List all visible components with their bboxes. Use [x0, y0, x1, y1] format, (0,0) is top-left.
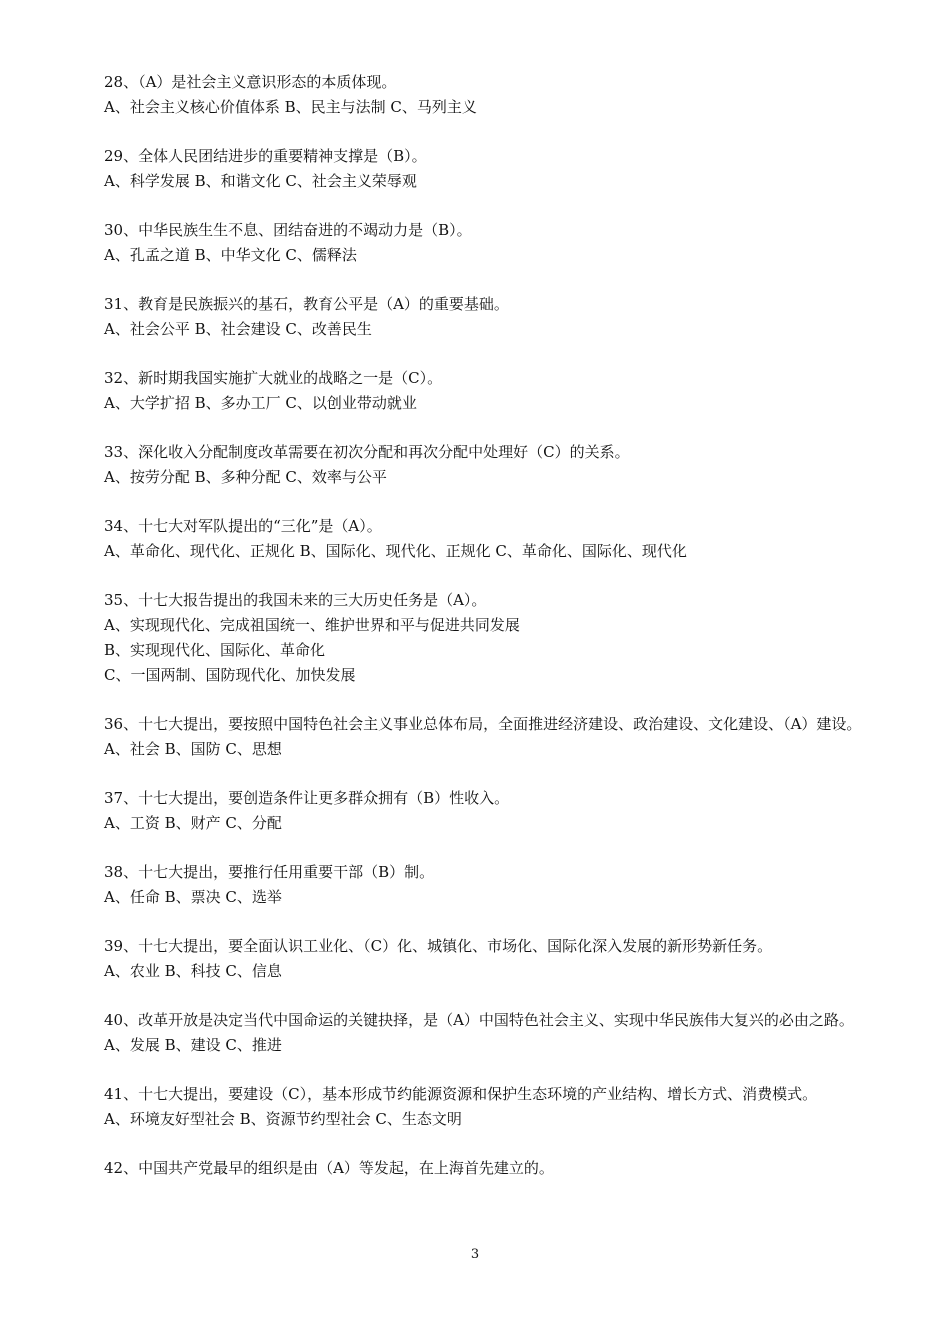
question-options: A、环境友好型社会 B、资源节约型社会 C、生态文明 [104, 1110, 462, 1128]
question-32 [74, 366, 880, 416]
question-options: A、社会公平 B、社会建设 C、改善民生 [104, 320, 372, 338]
question-options: A、孔孟之道 B、中华文化 C、儒释法 [104, 246, 357, 264]
question-37 [74, 786, 880, 836]
question-stem: 37、十七大提出，要创造条件让更多群众拥有（B）性收入。 [104, 789, 510, 807]
question-options: A、社会 B、国防 C、思想 [104, 740, 282, 758]
question-stem: 35、十七大报告提出的我国未来的三大历史任务是（A）。 [104, 591, 487, 609]
question-stem: 32、新时期我国实施扩大就业的战略之一是（C）。 [104, 369, 443, 387]
question-options: A、农业 B、科技 C、信息 [104, 962, 282, 980]
question-41 [74, 1082, 880, 1132]
question-stem: 29、全体人民团结进步的重要精神支撑是（B）。 [104, 147, 427, 165]
question-35 [74, 588, 880, 688]
question-stem: 39、十七大提出，要全面认识工业化、（C）化、城镇化、市场化、国际化深入发展的新形势新任务。 [104, 937, 773, 955]
question-36 [74, 712, 880, 762]
question-38 [74, 860, 880, 910]
question-options: A、按劳分配 B、多种分配 C、效率与公平 [104, 468, 387, 486]
question-29 [74, 144, 880, 194]
question-stem [74, 712, 880, 737]
question-options: A、社会主义核心价值体系 B、民主与法制 C、马列主义 [104, 98, 477, 116]
question-stem: 30、中华民族生生不息、团结奋进的不竭动力是（B）。 [104, 221, 472, 239]
question-stem: 33、深化收入分配制度改革需要在初次分配和再次分配中处理好（C）的关系。 [104, 443, 630, 461]
question-40 [74, 1008, 880, 1058]
question-stem: 34、十七大对军队提出的“三化”是（A）。 [104, 517, 382, 535]
question-30 [74, 218, 880, 268]
question-options: A、科学发展 B、和谐文化 C、社会主义荣辱观 [104, 172, 417, 190]
question-stem: 41、十七大提出，要建设（C），基本形成节约能源资源和保护生态环境的产业结构、增长方式、消费模式。 [104, 1085, 818, 1103]
page-number: 3 [470, 1247, 480, 1262]
question-options: A、革命化、现代化、正规化 B、国际化、现代化、正规化 C、革命化、国际化、现代化 [104, 542, 687, 560]
question-stem-text: 36、十七大提出，要按照中国特色社会主义事业总体布局，全面推进经济建设、政治建设、文化建设、（A）建设。 [104, 715, 862, 733]
question-31 [74, 292, 880, 342]
question-34 [74, 514, 880, 564]
question-stem-text: 40、改革开放是决定当代中国命运的关键抉择，是（A）中国特色社会主义、实现中华民族伟大复兴的必由之路。 [104, 1011, 854, 1029]
question-stem: 28、（A）是社会主义意识形态的本质体现。 [104, 73, 397, 91]
question-stem: 42、中国共产党最早的组织是由（A）等发起，在上海首先建立的。 [104, 1159, 554, 1177]
question-options: A、发展 B、建设 C、推进 [104, 1036, 282, 1054]
question-39 [74, 934, 880, 984]
question-42 [74, 1156, 880, 1181]
question-stem: 38、十七大提出，要推行任用重要干部（B）制。 [104, 863, 435, 881]
document-body [74, 70, 880, 1205]
question-option-c: C、一国两制、国防现代化、加快发展 [104, 666, 356, 684]
question-options: A、任命 B、票决 C、选举 [104, 888, 282, 906]
question-28 [74, 70, 880, 120]
question-options: A、大学扩招 B、多办工厂 C、以创业带动就业 [104, 394, 417, 412]
question-option-a: A、实现现代化、完成祖国统一、维护世界和平与促进共同发展 [104, 616, 520, 634]
question-33 [74, 440, 880, 490]
question-option-b: B、实现现代化、国际化、革命化 [104, 641, 326, 659]
question-stem [74, 1008, 880, 1033]
question-stem: 31、教育是民族振兴的基石，教育公平是（A）的重要基础。 [104, 295, 509, 313]
question-options: A、工资 B、财产 C、分配 [104, 814, 282, 832]
